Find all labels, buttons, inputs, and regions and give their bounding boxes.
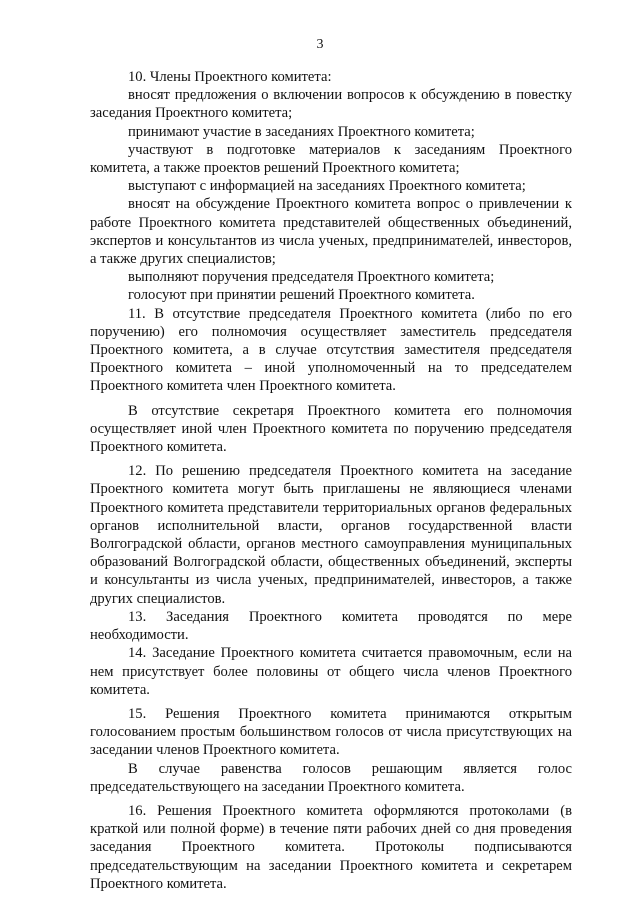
paragraph-15: 15. Решения Проектного комитета принимаются открытым голосованием простым большинством голосов от числа присутствующих на заседании членов Проектного комитета. [90, 705, 572, 759]
paragraph-12: 12. По решению председателя Проектного комитета на заседание Проектного комитета могут быть приглашены не являющиеся членами Проектного комитета представители территориальных органов федеральных органов исполнительной власти, органов государственной власти Волгоградской области, органов местного самоуправления муниципальных образований Волгоградской области, общественных объединений, эксперты и консультанты из числа ученых, предпринимателей, инвесторов, а также других специалистов. [90, 463, 572, 607]
paragraph-15-tie: В случае равенства голосов решающим является голос председательствующего на заседании Проектного комитета. [90, 760, 572, 795]
paragraph-10-heading: 10. Члены Проектного комитета: [128, 69, 332, 85]
paragraph-10-item-materials: участвуют в подготовке материалов к заседаниям Проектного комитета, а также проектов решений Проектного комитета; [90, 141, 572, 177]
page-number: 3 [316, 37, 324, 52]
paragraph-11-secretary: В отсутствие секретаря Проектного комитета его полномочия осуществляет иной член Проектного комитета по поручению председателя Проектного комитета. [90, 402, 572, 456]
paragraph-10-item-instructions: выполняют поручения председателя Проектного комитета; [128, 269, 495, 286]
paragraph-10-item-proposals: вносят предложения о включении вопросов к обсуждению в повестку заседания Проектного комитета; [90, 87, 572, 122]
paragraph-10-item-involve: вносят на обсуждение Проектного комитета вопрос о привлечении к работе Проектного комитета представителей общественных объединений, экспертов и консультантов из числа ученых, предпринимателей, инвесторов, а также других специалистов; [90, 196, 572, 268]
paragraph-14: 14. Заседание Проектного комитета считается правомочным, если на нем присутствует более половины от общего числа членов Проектного комитета. [90, 645, 572, 698]
paragraph-10-item-participate: принимают участие в заседаниях Проектного комитета; [128, 123, 475, 140]
paragraph-11: 11. В отсутствие председателя Проектного комитета (либо по его поручению) его полномочия осуществляет заместитель председателя Проектного комитета, а в случае отсутствия заместителя председателя Проектного комитета – иной уполномоченный на то председателем Проектного комитета член Проектного комитета. [90, 305, 572, 395]
paragraph-10-item-vote: голосуют при принятии решений Проектного комитета. [128, 287, 475, 304]
paragraph-10-item-speak: выступают с информацией на заседаниях Проектного комитета; [128, 178, 526, 195]
paragraph-13: 13. Заседания Проектного комитета проводятся по мере необходимости. [90, 608, 572, 644]
paragraph-16: 16. Решения Проектного комитета оформляются протоколами (в краткой или полной форме) в течение пяти рабочих дней со дня проведения заседания Проектного комитета. Протоколы подписываются председательствующим на заседании Проектного комитета и секретарем Проектного комитета. [90, 802, 572, 892]
document-body [90, 68, 572, 893]
